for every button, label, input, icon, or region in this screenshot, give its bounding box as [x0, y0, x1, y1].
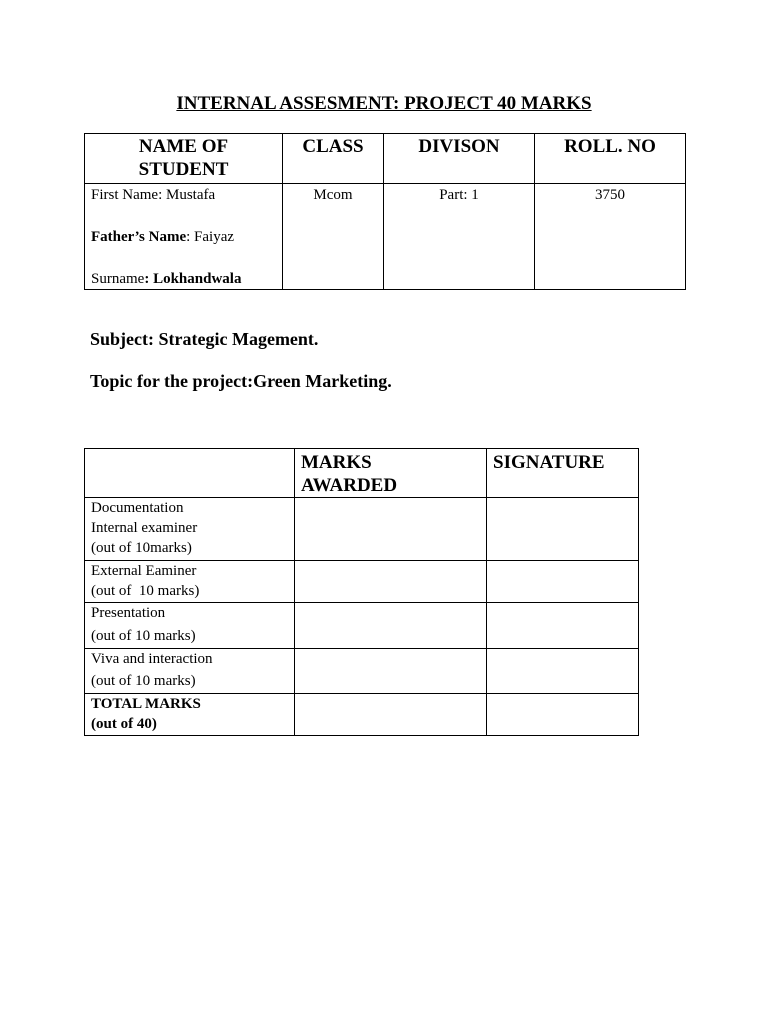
fathers-name	[85, 227, 282, 247]
surname-value: : Lokhandwala	[144, 271, 242, 287]
marks-cell[interactable]	[295, 649, 487, 694]
marks-header-empty	[85, 449, 295, 498]
table-row	[85, 694, 639, 736]
table-row	[85, 561, 639, 603]
student-table-data-row	[85, 184, 686, 290]
table-row	[85, 649, 639, 694]
header-division: DIVISON	[384, 134, 535, 184]
signature-cell[interactable]	[487, 649, 639, 694]
subject-line: Subject: Strategic Magement.	[90, 329, 319, 349]
marks-cell[interactable]	[295, 603, 487, 649]
fathers-name-value: : Faiyaz	[186, 229, 235, 245]
marks-header-line2: AWARDED	[301, 475, 398, 496]
row-label-viva: Viva and interaction (out of 10 marks)	[85, 649, 295, 694]
roll-no-value: 3750	[535, 184, 686, 290]
student-name-cell	[85, 184, 283, 290]
marks-header-line1: MARKS	[301, 452, 372, 473]
surname	[85, 269, 282, 289]
header-name-line2: STUDENT	[138, 159, 229, 180]
header-name-of-student	[85, 134, 283, 184]
row-label-external-examiner: External Eaminer (out of 10 marks)	[85, 561, 295, 603]
header-roll-no: ROLL. NO	[535, 134, 686, 184]
row-label-presentation: Presentation (out of 10 marks)	[85, 603, 295, 649]
table-row	[85, 498, 639, 561]
marks-table-header-row	[85, 449, 639, 498]
surname-label: Surname	[91, 271, 145, 287]
first-name: First Name: Mustafa	[91, 187, 216, 203]
marks-table	[84, 448, 639, 736]
class-value: Mcom	[283, 184, 384, 290]
row-label-total: TOTAL MARKS (out of 40)	[85, 694, 295, 736]
signature-cell[interactable]	[487, 561, 639, 603]
signature-cell[interactable]	[487, 694, 639, 736]
signature-cell[interactable]	[487, 498, 639, 561]
student-info-table	[84, 133, 686, 290]
marks-header-awarded	[295, 449, 487, 498]
division-value: Part: 1	[384, 184, 535, 290]
marks-header-signature: SIGNATURE	[487, 449, 639, 498]
header-name-line1: NAME OF	[138, 136, 229, 157]
table-row	[85, 603, 639, 649]
marks-cell[interactable]	[295, 561, 487, 603]
fathers-name-label: Father’s Name	[91, 229, 187, 245]
topic-line: Topic for the project:Green Marketing.	[90, 371, 392, 391]
header-class: CLASS	[283, 134, 384, 184]
document-title: INTERNAL ASSESMENT: PROJECT 40 MARKS	[176, 93, 592, 114]
row-label-documentation: Documentation Internal examiner (out of 10marks)	[85, 498, 295, 561]
marks-cell[interactable]	[295, 694, 487, 736]
student-table-header-row	[85, 134, 686, 184]
marks-cell[interactable]	[295, 498, 487, 561]
signature-cell[interactable]	[487, 603, 639, 649]
